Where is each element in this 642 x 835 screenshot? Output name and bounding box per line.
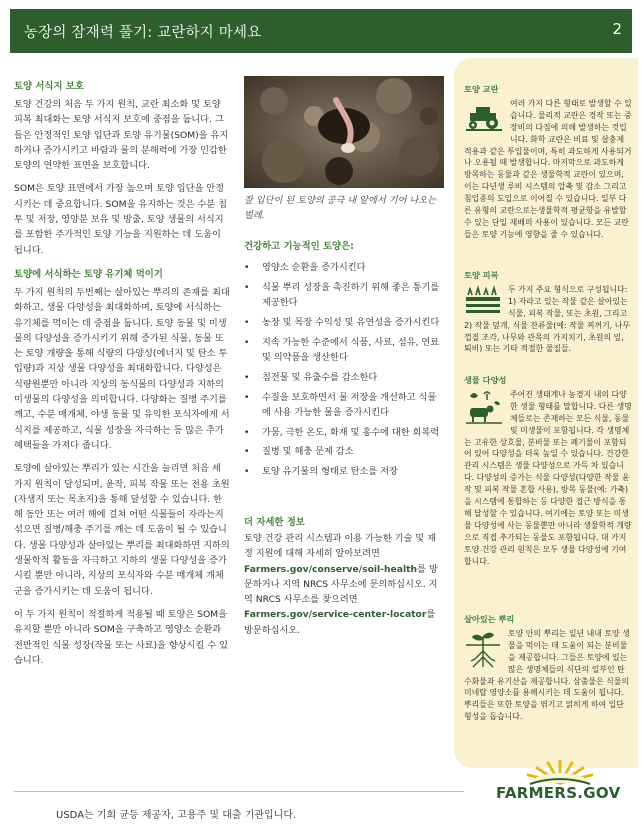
list-item [244,315,444,330]
paragraph: 토양에 살아있는 뿌리가 있는 시간을 늘리면 처음 세 가지 원칙이 달성되며, 윤작, 피복 작물 또는 전용 초원(자생지 또는 목초지)을 통해 달성할 수 있습니다. 한 해 동안 또는 여러 해에 걸쳐 어떤 식물들이 자라는지 섞으면 질병/해충 주기를 깨는 데 도움이 될 수 있습니다. 생물 다양성과 살아있는 뿌리를 최대화하면 지하의 생물학적 활동을 자극하고 지하의 생물 다양성을 증가시킬 뿐만 아니라, 지상의 포식자와 수분 매개체 개체군을 증가시키는 데 도움이 됩니다. [14,463,230,597]
list-item-text: 영양소 순환을 증가시킨다 [262,262,366,273]
bullet-marker: • [244,281,250,293]
list-item-text: 식물 뿌리 성장을 촉진하기 위해 좋은 통기를 제공한다 [262,281,440,309]
bullet-marker: • [244,446,250,458]
list-item-text: 농장 및 목장 수익성 및 유연성을 증가시킨다 [262,316,440,328]
more-info-heading: 더 자세한 정보 [244,517,305,528]
list-item-text: 지속 가능한 수준에서 식품, 사료, 섬유, 연료 및 의약품을 생산한다 [262,336,440,363]
list-item [244,444,444,459]
list-item [244,260,444,275]
list-item [244,280,444,311]
sidebar-heading: 살아있는 뿌리 [464,614,515,624]
sidebar-text: 토양 안의 뿌리는 일년 내내 토양 생물을 먹이는 데 도움이 되는 분비물을 제공합니다. 그들은 토양에 있는 많은 생명체들의 식단의 일부인 탄수화물과 유기산을 제공합니다. 삼출물은 식물의 미네랄 영양소를 용해시키는 데 도움이 됩니다. 뿌리들은 또한 토양을 엮기고 얽히게 하여 입단 형성을 돕습니다. [464,628,630,722]
sidebar-section-disturbance [464,84,632,241]
tractor-icon [464,99,504,133]
list-item-text: 가뭄, 극한 온도, 화재 및 홍수에 대한 회복력 [262,426,440,438]
paragraph: 두 가지 원칙의 두번째는 살아있는 뿌리의 존재를 최대화하고, 생물 다양성을 최대화하며, 토양에 서식하는 유기체를 먹이는 데 중점을 둡니다. 토양 동물 및 미생물의 다양성을 증가시키기 위해 증가된 식물, 동물 또는 토양 개량을 통해 식량의 다양성(에너지 및 탄소 투입량)과 지상 생물 다양성을 최대화합니다. 다양성은 식량원뿐만 아니라 지상의 동식물의 다양성과 지하의 미생물의 다양성을 의미합니다. 다양화는 질병 주기를 깨고, 수분 매개체, 야생 동물 및 유익한 포식자에게 서식지를 제공하고, 식물 성장을 자극하는 등 많은 추가 혜택들을 가져다 줍니다. [14,286,230,451]
service-center-link[interactable]: Farmers.gov/service-center-locator [244,609,427,621]
more-info-text-part: 토양 건강 관리 시스템과 이용 가능한 기술 및 재정 지원에 대해 자세히 알아보려면 [244,533,436,560]
roots-icon [464,629,502,673]
page-header [10,9,632,53]
page-number: 2 [612,20,622,38]
list-item [244,425,444,440]
sunburst-logo-icon [510,757,610,785]
left-column [14,78,230,676]
sidebar-section-biodiversity [464,375,632,568]
bullet-marker: • [244,391,250,403]
bullet-marker: • [244,316,250,328]
biodiversity-icon [464,390,504,426]
list-item [244,390,444,421]
more-info-text-part: 를 방문하거나 지역 NRCS 사무소에 문의하십시오. 지역 NRCS 사무소를 찾으려면 [244,563,438,606]
list-item-text: 수질을 보호하면서 물 저장을 개선하고 식물에 사용 가능한 물을 증가시킨다 [262,391,437,418]
sidebar-text: 두 가지 주요 형식으로 구성됩니다: 1) 자라고 있는 작물 같은 살아있는 식물, 피복 작물, 또는 초원, 그리고 2) 작물 덮개, 식물 잔류물(예: 작물 찌꺼기, 나무 껍질 조각, 나무와 관목의 가지치기, 초원의 잎, 퇴비) 또는 기타 적절한 물질들. [464,284,630,354]
soil-cover-icon [464,285,502,317]
bullet-marker: • [244,466,250,478]
soil-worm-photo [244,76,444,188]
list-item-text: 질병 및 해충 문제 감소 [262,446,354,458]
list-item-text: 토양 유기물의 형태로 탄소를 저장 [262,466,398,478]
sidebar-section-cover [464,270,632,355]
more-info-text-part: 를 방문하십시오. [244,609,436,636]
sidebar-text: 주어진 생태계나 농경지 내의 다양한 생물 형태를 말합니다. 다른 생명체들로는 존재하는 모든 식물, 동물 및 미생물이 포함됩니다. 각 생명체는 고유한 상호물, 분비물 또는 폐기물이 포함되어 있어 다양성을 더욱 높일 수 있습니다. 건강한 관리 시스템은 생물 다양성으로 가득 차 있습니다. 다양성의 증가는 식물 다양성(다양한 작물 윤작 및 피복 작물 혼합 사용), 방목 동물(예: 가축)을 시스템에 통합하는 등 다양한 접근 방식을 통해 달성할 수 있습니다. 여기에는 토양 또는 미생물 다양성에 사는 동물뿐만 아니라 생물학적 개량으로 직접 추가되는 동물도 포함됩니다. 대 가지 토양 건강 관리 원칙은 모두 생물 다양성에 기여합니다. [464,389,632,566]
section-heading-soil-habitat: 토양 서식지 보호 [14,81,84,92]
paragraph: 이 두 가지 원칙이 적절하게 적용될 때 토양은 SOM을 유지할 뿐만 아니라 SOM을 구축하고 영양소 순환과 전반적인 식물 성장(작물 또는 사료)을 향상시킬 수 있습니다. [14,608,228,666]
bullet-marker: • [244,426,250,438]
header-title: 농장의 잠재력 풀기: 교란하지 마세요 [24,25,262,41]
footer-disclaimer: USDA는 기회 균등 제공자, 고용주 및 대출 기관입니다. [56,810,297,821]
more-info-text [244,531,444,638]
bullet-marker: • [244,371,250,383]
paragraph: SOM은 토양 표면에서 가장 높으며 토양 입단을 안정시키는 데 중요합니다. SOM을 유지하는 것은 수분 침투 및 저장, 영양분 보유 및 방출, 토양 생물의 서식지를 포함한 주가적인 토양 기능을 지원하는 데 도움이 됩니다. [14,183,227,256]
photo-caption: 잘 입단이 된 토양의 공극 내 알에서 기어 나오는 벌레. [244,195,436,221]
footer-divider [14,791,464,792]
section-heading-feed-organisms: 토양에 서식하는 토양 유기체 먹이기 [14,268,163,280]
list-item [244,464,444,479]
list-item-text: 침전물 및 유출수를 감소한다 [262,371,378,383]
soil-health-link[interactable]: Farmers.gov/conserve/soil-health [244,563,418,575]
list-heading: 건강하고 기능적인 토양은: [244,241,354,252]
sidebar-heading: 토양 교란 [464,84,499,94]
farmers-gov-logo[interactable]: FARMERS.GOV [496,784,621,802]
sidebar-heading: 토양 피복 [464,270,499,280]
sidebar-text: 여러 가지 다른 형태로 발생할 수 있습니다. 물리적 교란은 경작 또는 중장비의 다짐에 의해 발생하는 것입니다. 화학 교란은 비료 및 살충제 적용과 같은 투입물이며, 특히 과도하게 사용되거나 오용될 때 발생합니다. 마지막으로 과도하게 방목하는 동물과 같은 생물학적 교란이 있으며, 이는 다년생 루비 시스템의 압축 및 감소 그리고 침입종의 도입으로 이어질 수 있습니다. 일부 다른 유형의 교란으로는생물학적 평균항을 유발할 수 있는 단일 재배의 사용이 있습니다. 모든 교란들은 토양 기능에 영향을 줄 수 있습니다. [464,98,632,239]
paragraph: 토양 건강의 처음 두 가지 원칙, 교란 최소화 및 토양 피복 최대화는 토양 서식지 보호에 중점을 둡니다. 그들은 안정적인 토양 입단과 토양 유기물(SOM)을 유지하거나 증가시키고 바람과 물의 분해력에 가장 민감한 토양의 연약한 표면을 보호합니다. [14,99,229,172]
list-item [244,370,444,385]
bullet-marker: • [244,336,250,348]
sidebar-heading: 생물 다양성 [464,375,507,385]
sidebar-section-living-roots [464,614,632,723]
bullet-marker: • [244,262,250,273]
healthy-soil-list [244,238,444,484]
list-item [244,335,444,366]
